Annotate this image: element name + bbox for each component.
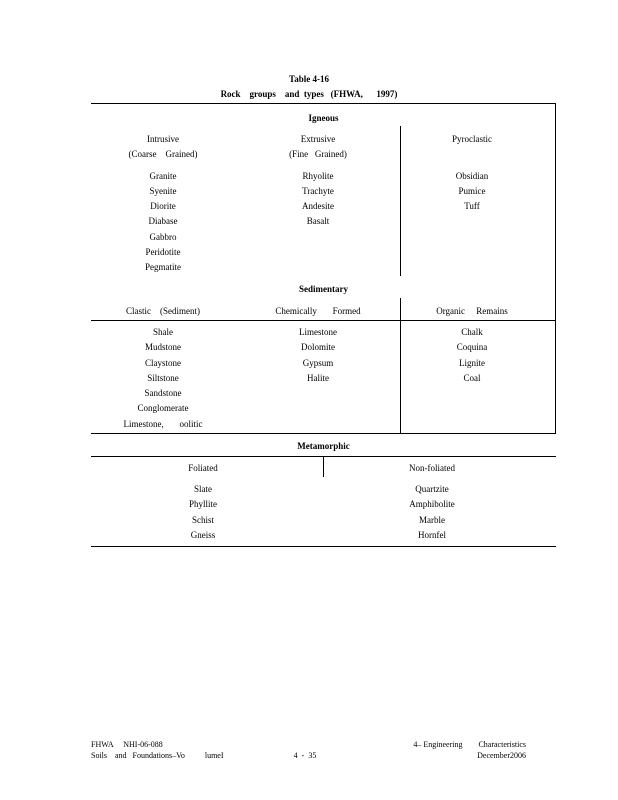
list-item: Gabbro (149, 231, 177, 242)
igneous-col-intrusive (93, 132, 233, 276)
list-item: Granite (149, 170, 177, 181)
footer-left-line2: Soils and Foundations–Vo lumeI (91, 751, 224, 760)
table-top-border (91, 103, 556, 104)
metamorphic-top-rule (91, 433, 556, 434)
list-item: Diorite (150, 201, 176, 212)
footer-right-line1: 4– Engineering Characteristics (413, 740, 526, 749)
list-item: Limestone, oolitic (123, 418, 203, 429)
sedimentary-col-clastic (93, 325, 233, 432)
sedimentary-col-chemical (248, 325, 388, 386)
list-item: Trachyte (302, 185, 334, 196)
list-item: Syenite (149, 185, 177, 196)
column-subheading: (Fine Grained) (289, 149, 347, 160)
list-item: Slate (194, 484, 212, 494)
list-item: Claystone (145, 357, 181, 368)
igneous-divider (400, 126, 401, 276)
metamorphic-heading-nonfoliated: Non-foliated (409, 463, 455, 473)
table-number: Table 4-16 (289, 74, 329, 84)
list-item: Mudstone (145, 342, 181, 353)
list-item: Coal (463, 372, 481, 383)
list-item: Pumice (458, 185, 486, 196)
igneous-col-pyroclastic (402, 132, 542, 214)
list-item: Shale (153, 327, 173, 337)
list-item: Lignite (459, 357, 485, 368)
metamorphic-col-nonfoliated (362, 482, 502, 543)
column-heading: Intrusive (147, 134, 179, 144)
list-item: Phyllite (188, 499, 217, 510)
list-item: Dolomite (301, 342, 335, 353)
column-heading: Extrusive (300, 134, 336, 144)
sedimentary-heading-rule (91, 320, 556, 321)
table-bottom-border (91, 546, 556, 547)
list-item: Pegmatite (145, 262, 181, 273)
footer-right-line2: December2006 (477, 751, 526, 760)
list-item: Limestone (299, 327, 337, 337)
list-item: Peridotite (145, 247, 181, 258)
footer-left-line1: FHWA NHI-06-088 (91, 740, 163, 749)
list-item: Sandstone (144, 388, 182, 399)
list-item: Conglomerate (137, 403, 189, 414)
igneous-title: Igneous (308, 113, 339, 123)
list-item: Chalk (461, 327, 483, 337)
list-item: Rhyolite (302, 170, 334, 181)
list-item: Obsidian (455, 170, 489, 181)
metamorphic-col-foliated (133, 482, 273, 543)
list-item: Gneiss (190, 529, 216, 540)
sedimentary-title: Sedimentary (299, 284, 348, 294)
metamorphic-heading-foliated: Foliated (188, 463, 218, 473)
list-item: Tuff (464, 201, 480, 212)
igneous-col-extrusive (248, 132, 388, 230)
list-item: Gypsum (302, 357, 334, 368)
list-item: Quartzite (415, 484, 449, 494)
list-item: Diabase (148, 216, 178, 227)
list-item: Amphibolite (409, 499, 455, 510)
list-item: Coquina (456, 342, 488, 353)
list-item: Halite (307, 372, 329, 383)
table-right-border-upper (555, 103, 556, 433)
sedimentary-heading-clastic: Clastic (Sediment) (126, 306, 200, 316)
sedimentary-heading-organic: Organic Remains (436, 306, 508, 316)
list-item: Schist (191, 514, 214, 525)
list-item: Siltstone (147, 372, 179, 383)
list-item: Andesite (302, 201, 334, 212)
sedimentary-col-organic (402, 325, 542, 386)
list-item: Basalt (306, 216, 330, 227)
sedimentary-heading-chemical: Chemically Formed (275, 306, 361, 316)
sedimentary-divider (400, 298, 401, 433)
list-item: Marble (419, 514, 445, 525)
list-item: Hornfel (418, 529, 446, 540)
metamorphic-divider (323, 456, 324, 477)
column-subheading: (Coarse Grained) (128, 149, 198, 160)
column-heading: Pyroclastic (452, 134, 492, 144)
metamorphic-title: Metamorphic (297, 441, 350, 451)
footer-page-number: 4 - 35 (293, 751, 317, 760)
table-caption: Rock groups and types (FHWA, 1997) (220, 89, 398, 99)
